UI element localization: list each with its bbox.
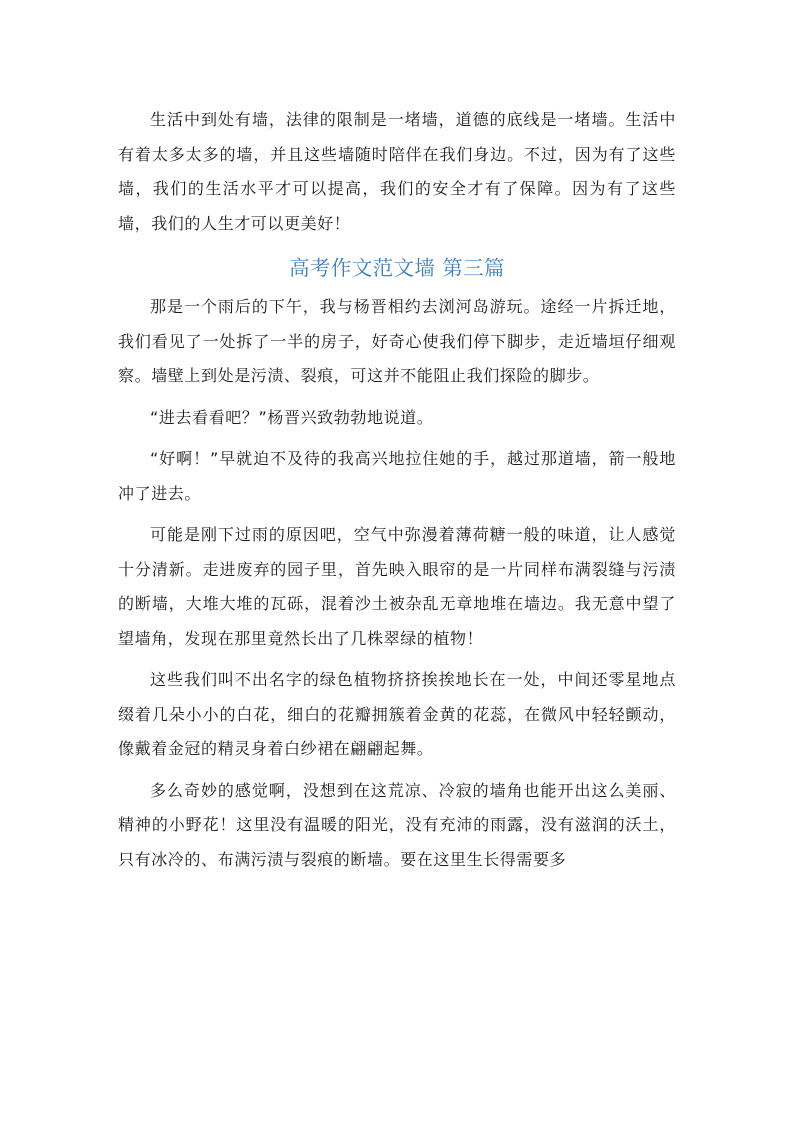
intro-paragraph: 生活中到处有墙，法律的限制是一堵墙，道德的底线是一堵墙。生活中有着太多太多的墙，并且这些墙随时陪伴在我们身边。不过，因为有了这些墙，我们的生活水平才可以提高，我们的安全才有了保障。因为有了这些墙，我们的人生才可以更美好！ bbox=[118, 110, 676, 233]
section-heading: 高考作文范文墙 第三篇 bbox=[289, 256, 505, 280]
body-paragraph: 那是一个雨后的下午，我与杨晋相约去浏河岛游玩。途经一片拆迁地，我们看见了一处拆了一半的房子，好奇心使我们停下脚步，走近墙垣仔细观察。墙壁上到处是污渍、裂痕，可这并不能阻止我们探险的脚步。 bbox=[118, 297, 676, 385]
body-paragraph: 可能是刚下过雨的原因吧，空气中弥漫着薄荷糖一般的味道，让人感觉十分清新。走进废弃的园子里，首先映入眼帘的是一片同样布满裂缝与污渍的断墙，大堆大堆的瓦砾，混着沙土被杂乱无章地堆在墙边。我无意中望了望墙角，发现在那里竟然长出了几株翠绿的植物！ bbox=[118, 525, 676, 648]
body-paragraph: 这些我们叫不出名字的绿色植物挤挤挨挨地长在一处，中间还零星地点缀着几朵小小的白花，细白的花瓣拥簇着金黄的花蕊，在微风中轻轻颤动，像戴着金冠的精灵身着白纱裙在翩翩起舞。 bbox=[118, 670, 676, 758]
body-paragraph: “进去看看吧？”杨晋兴致勃勃地说道。 bbox=[150, 407, 434, 427]
body-paragraph: “好啊！”早就迫不及待的我高兴地拉住她的手，越过那道墙，箭一般地冲了进去。 bbox=[118, 449, 676, 503]
document-body bbox=[118, 103, 676, 884]
body-paragraph: 多么奇妙的感觉啊，没想到在这荒凉、冷寂的墙角也能开出这么美丽、精神的小野花！这里没有温暖的阳光，没有充沛的雨露，没有滋润的沃土，只有冰冷的、布满污渍与裂痕的断墙。要在这里生长得需要多 bbox=[118, 780, 676, 869]
